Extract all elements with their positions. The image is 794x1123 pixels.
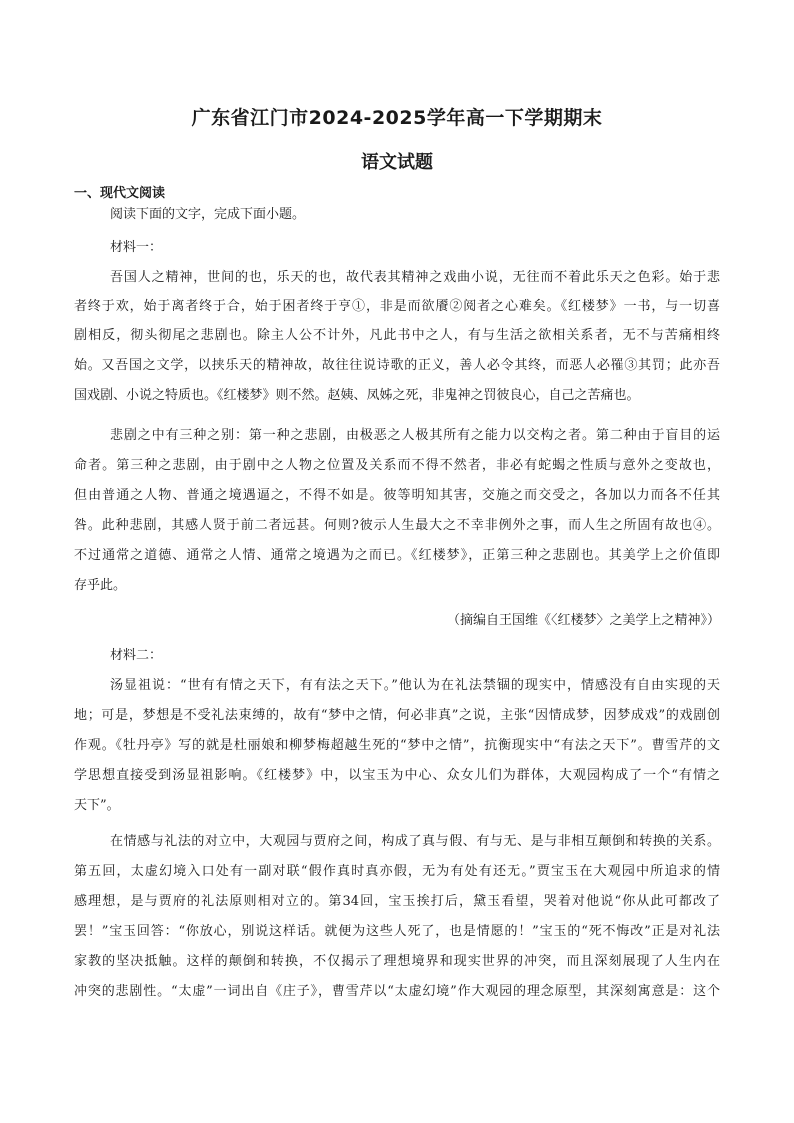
text-line: 感理想，是与贾府的礼法原则相对立的。第34回，宝玉挨打后，黛玉看望，哭着对他说“你从此可都改了 — [74, 894, 720, 909]
text-line: 但由普通之人物、普通之境遇逼之，不得不如是。彼等明知其害，交施之而交受之，各加以力而各不任其 — [74, 488, 720, 503]
text-line: 剧相反，彻头彻尾之悲剧也。除主人公不计外，凡此书中之人，有与生活之欲相关系者，无不与苦痛相终 — [74, 328, 720, 343]
document-subtitle: 语文试题 — [361, 152, 433, 173]
text-line: 天下”。 — [74, 798, 120, 813]
text-line: 作观。《牡丹亭》写的就是杜丽娘和柳梦梅超越生死的“梦中之情”，抗衡现实中“有法之天下”。曹雪芹的文 — [74, 738, 720, 753]
text-line: 汤显祖说：“世有有情之天下，有有法之天下。”他认为在礼法禁锢的现实中，情感没有自由实现的天 — [110, 678, 720, 693]
text-line: 者终于欢，始于离者终于合，始于困者终于亨①，非是而欲餍②阅者之心难矣。《红楼梦》一书，与一切喜 — [74, 299, 720, 314]
text-line: 咎。此种悲剧，其感人贤于前二者远甚。何则?彼示人生最大之不幸非例外之事，而人生之所固有故也④。 — [74, 518, 720, 533]
text-line: 地；可是，梦想是不受礼法束缚的，故有“梦中之情，何必非真”之说，主张“因情成梦，因梦成戏”的戏剧创 — [74, 708, 720, 723]
text-line: 在情感与礼法的对立中，大观园与贾府之间，构成了真与假、有与无、是与非相互颠倒和转换的关系。 — [110, 834, 720, 849]
text-line: 家教的坚决抵触。这样的颠倒和转换，不仅揭示了理想境界和现实世界的冲突，而且深刻展现了人生内在 — [74, 954, 720, 969]
text-line: 吾国人之精神，世间的也，乐天的也，故代表其精神之戏曲小说，无往而不着此乐天之色彩。始于悲 — [110, 270, 720, 285]
source-citation: （摘编自王国维《〈红楼梦〉之美学上之精神》） — [446, 613, 720, 628]
text-line: 国戏剧、小说之特质也。《红楼梦》则不然。赵姨、凤姊之死，非鬼神之罚彼良心，自己之苦痛也。 — [74, 388, 640, 403]
section-heading: 一、现代文阅读 — [74, 186, 166, 201]
text-line: 学思想直接受到汤显祖影响。《红楼梦》中，以宝玉为中心、众女儿们为群体，大观园构成了一个“有情之 — [74, 768, 720, 783]
text-line: 命者。第三种之悲剧，由于剧中之人物之位置及关系而不得不然者，非必有蛇蝎之性质与意外之变故也， — [74, 458, 720, 473]
document-title: 广东省江门市2024-2025学年高一下学期期末 — [191, 107, 603, 129]
material2-label: 材料二： — [110, 648, 163, 663]
material1-label: 材料一： — [110, 240, 163, 255]
text-line: 第五回，太虚幻境入口处有一副对联“假作真时真亦假，无为有处有还无。”贾宝玉在大观园中所追求的情 — [74, 864, 720, 879]
text-line: 存乎此。 — [74, 578, 127, 593]
text-line: 悲剧之中有三种之别：第一种之悲剧，由极恶之人极其所有之能力以交构之者。第二种由于盲目的运 — [110, 428, 720, 443]
text-line: 冲突的悲剧性。“太虚”一词出自《庄子》，曹雪芹以“太虚幻境”作大观园的理念原型，其深刻寓意是：这个 — [74, 984, 720, 999]
text-line: 罢！”宝玉回答：“你放心，别说这样话。就便为这些人死了，也是情愿的！”宝玉的“死不悔改”正是对礼法 — [74, 924, 720, 939]
text-line: 不过通常之道德、通常之人情、通常之境遇为之而已。《红楼梦》，正第三种之悲剧也。其美学上之价值即 — [74, 548, 720, 563]
text-line: 始。又吾国之文学，以挟乐天的精神故，故往往说诗歌的正义，善人必令其终，而恶人必罹③其罚；此亦吾 — [74, 358, 720, 373]
instruction-text: 阅读下面的文字，完成下面小题。 — [110, 207, 306, 222]
